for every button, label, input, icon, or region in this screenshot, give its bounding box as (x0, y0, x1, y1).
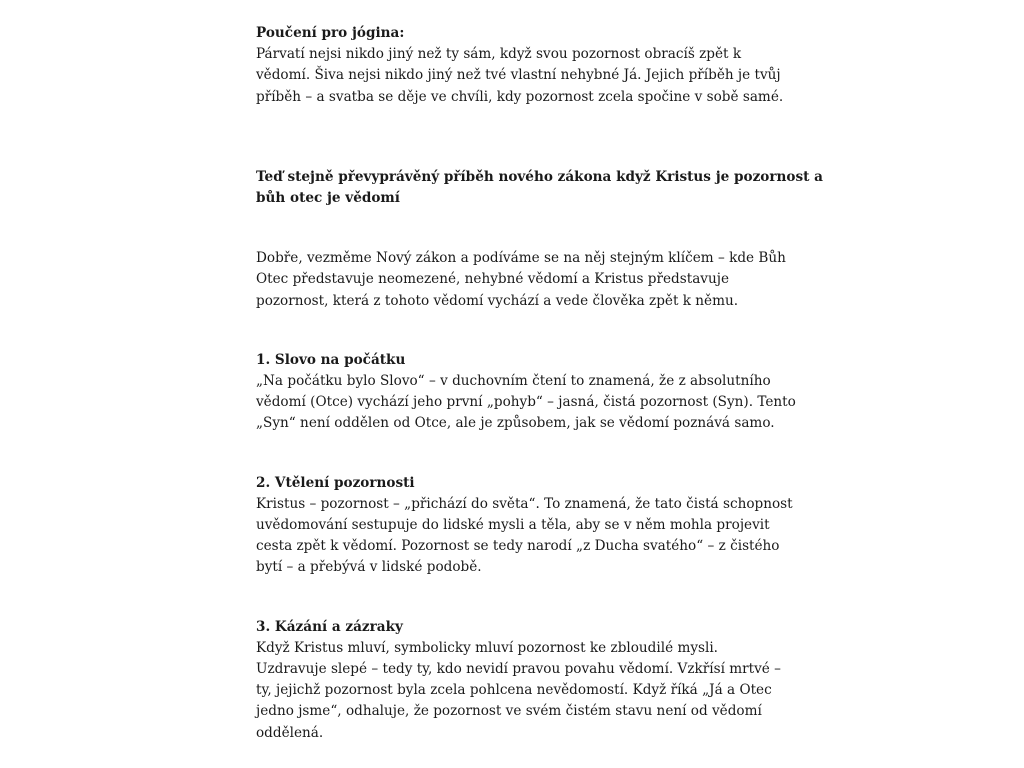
intro-line-1: Párvatí nejsi nikdo jiný než ty sám, když svou pozornost obracíš zpět k (256, 46, 742, 63)
section-2-line-1: Kristus – pozornost – „přichází do světa“. To znamená, že tato čistá schopnost (256, 495, 793, 512)
section-1-title: 1. Slovo na počátku (256, 351, 406, 368)
section-3-line-5: oddělená. (256, 724, 324, 741)
intro-line-3: příběh – a svatba se děje ve chvíli, kdy pozornost zcela spočine v sobě samé. (256, 88, 784, 105)
heading-line-2: bůh otec je vědomí (256, 190, 400, 207)
paragraph-line-3: pozornost, která z tohoto vědomí vychází a vede člověka zpět k němu. (256, 292, 739, 309)
section-1-line-2: vědomí (Otce) vychází jeho první „pohyb“ – jasná, čistá pozornost (Syn). Tento (256, 394, 796, 411)
intro-title: Poučení pro jógina: (256, 25, 405, 41)
section-heading (256, 167, 823, 209)
section-1-line-3: „Syn“ není oddělen od Otce, ale je způsobem, jak se vědomí poznává samo. (256, 415, 775, 432)
heading-line-1: Teď stejně převyprávěný příběh nového zákona když Kristus je pozornost a (256, 168, 823, 185)
section-2-title: 2. Vtělení pozornosti (256, 474, 415, 491)
paragraph-line-2: Otec představuje neomezené, nehybné vědomí a Kristus představuje (256, 271, 729, 288)
intro-paragraph (256, 248, 786, 312)
section-3 (256, 617, 786, 744)
intro-line-2: vědomí. Šiva nejsi nikdo jiný než tvé vlastní nehybné Já. Jejich příběh je tvůj (256, 67, 781, 84)
section-3-line-2: Uzdravuje slepé – tedy ty, kdo nevidí pravou povahu vědomí. Vzkřísí mrtvé – (256, 661, 781, 678)
section-2-line-3: cesta zpět k vědomí. Pozornost se tedy narodí „z Ducha svatého“ – z čistého (256, 538, 780, 555)
paragraph-line-1: Dobře, vezměme Nový zákon a podíváme se na něj stejným klíčem – kde Bůh (256, 250, 786, 267)
section-3-line-1: Když Kristus mluví, symbolicky mluví pozornost ke zbloudilé mysli. (256, 639, 719, 656)
document-body (256, 23, 823, 744)
section-3-line-4: jedno jsme“, odhaluje, že pozornost ve svém čistém stavu není od vědomí (256, 703, 762, 720)
section-3-title: 3. Kázání a zázraky (256, 618, 403, 635)
section-2 (256, 473, 793, 579)
section-3-line-3: ty, jejichž pozornost byla zcela pohlcena nevědomostí. Když říká „Já a Otec (256, 682, 772, 699)
section-2-line-4: bytí – a přebývá v lidské podobě. (256, 559, 482, 576)
section-1-line-1: „Na počátku bylo Slovo“ – v duchovním čtení to znamená, že z absolutního (256, 373, 771, 390)
section-2-line-2: uvědomování sestupuje do lidské mysli a těla, aby se v něm mohla projevit (256, 517, 770, 534)
section-1 (256, 350, 796, 435)
intro-block (256, 23, 786, 108)
